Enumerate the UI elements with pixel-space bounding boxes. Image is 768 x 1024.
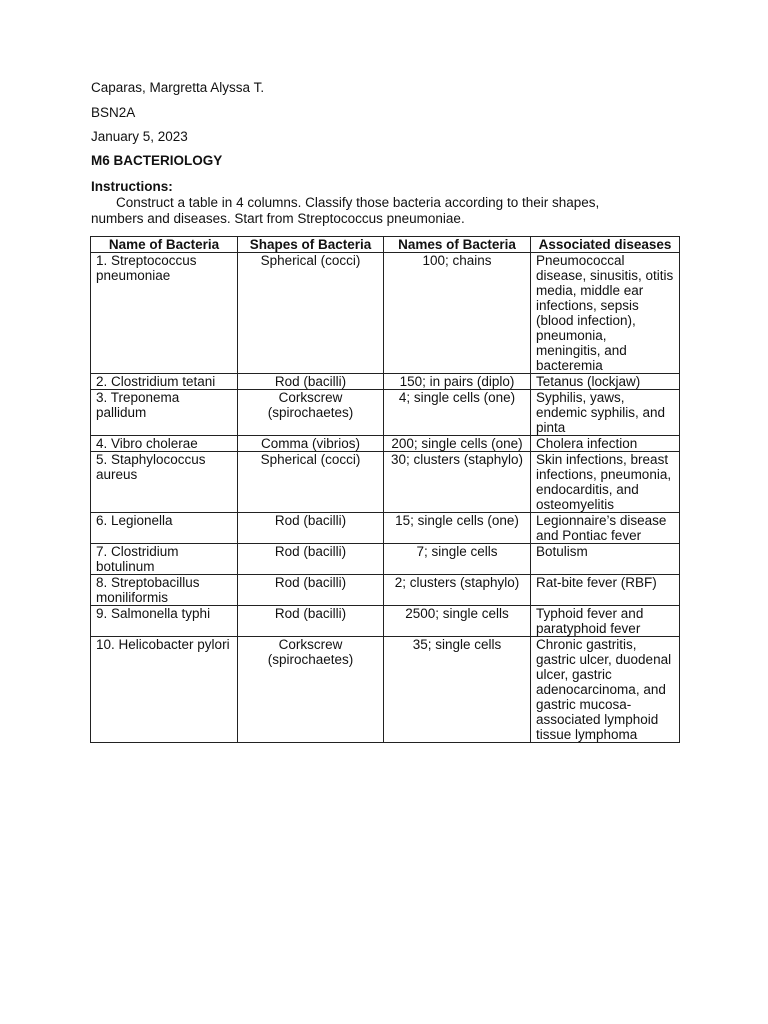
shape-cell: Rod (bacilli) bbox=[238, 374, 384, 390]
disease-cell: Tetanus (lockjaw) bbox=[531, 374, 680, 390]
disease-cell: Skin infections, breast infections, pneumonia, endocarditis, and osteomyelitis bbox=[531, 452, 680, 513]
table-row bbox=[91, 575, 680, 606]
instructions-label: Instructions: bbox=[91, 179, 173, 194]
number-cell: 100; chains bbox=[384, 253, 531, 374]
number-cell: 15; single cells (one) bbox=[384, 513, 531, 544]
column-header: Shapes of Bacteria bbox=[238, 237, 384, 253]
disease-cell: Typhoid fever and paratyphoid fever bbox=[531, 606, 680, 637]
shape-cell: Rod (bacilli) bbox=[238, 575, 384, 606]
column-header: Associated diseases bbox=[531, 237, 680, 253]
shape-cell: Corkscrew (spirochaetes) bbox=[238, 390, 384, 436]
document-date: January 5, 2023 bbox=[91, 129, 188, 144]
student-section: BSN2A bbox=[91, 105, 136, 120]
bacteria-name-cell: 8. Streptobacillus moniliformis bbox=[91, 575, 238, 606]
table-row bbox=[91, 436, 680, 452]
shape-cell: Comma (vibrios) bbox=[238, 436, 384, 452]
bacteria-name-cell: 7. Clostridium botulinum bbox=[91, 544, 238, 575]
column-header: Names of Bacteria bbox=[384, 237, 531, 253]
table-row bbox=[91, 544, 680, 575]
disease-cell: Cholera infection bbox=[531, 436, 680, 452]
shape-cell: Rod (bacilli) bbox=[238, 606, 384, 637]
disease-cell: Chronic gastritis, gastric ulcer, duodenal ulcer, gastric adenocarcinoma, and gastric mucosa-associated lymphoid tissue lymphoma bbox=[531, 637, 680, 743]
document-title: M6 BACTERIOLOGY bbox=[91, 153, 223, 168]
table-row bbox=[91, 606, 680, 637]
table-header-row bbox=[91, 237, 680, 253]
number-cell: 2500; single cells bbox=[384, 606, 531, 637]
disease-cell: Legionnaire’s disease and Pontiac fever bbox=[531, 513, 680, 544]
bacteria-table bbox=[90, 236, 680, 743]
number-cell: 7; single cells bbox=[384, 544, 531, 575]
bacteria-name-cell: 9. Salmonella typhi bbox=[91, 606, 238, 637]
instructions-text bbox=[91, 195, 671, 227]
shape-cell: Rod (bacilli) bbox=[238, 544, 384, 575]
table-row bbox=[91, 637, 680, 743]
bacteria-name-cell: 4. Vibro cholerae bbox=[91, 436, 238, 452]
number-cell: 35; single cells bbox=[384, 637, 531, 743]
student-name: Caparas, Margretta Alyssa T. bbox=[91, 80, 265, 95]
number-cell: 200; single cells (one) bbox=[384, 436, 531, 452]
bacteria-name-cell: 5. Staphylococcus aureus bbox=[91, 452, 238, 513]
table-row bbox=[91, 374, 680, 390]
bacteria-name-cell: 10. Helicobacter pylori bbox=[91, 637, 238, 743]
column-header: Name of Bacteria bbox=[91, 237, 238, 253]
disease-cell: Botulism bbox=[531, 544, 680, 575]
bacteria-name-cell: 1. Streptococcus pneumoniae bbox=[91, 253, 238, 374]
shape-cell: Spherical (cocci) bbox=[238, 452, 384, 513]
instructions-line-1: Construct a table in 4 columns. Classify those bacteria according to their shapes, bbox=[116, 195, 600, 210]
table-row bbox=[91, 390, 680, 436]
bacteria-name-cell: 3. Treponema pallidum bbox=[91, 390, 238, 436]
bacteria-name-cell: 6. Legionella bbox=[91, 513, 238, 544]
shape-cell: Rod (bacilli) bbox=[238, 513, 384, 544]
table-row bbox=[91, 513, 680, 544]
disease-cell: Pneumococcal disease, sinusitis, otitis media, middle ear infections, sepsis (blood infection), pneumonia, meningitis, and bacteremia bbox=[531, 253, 680, 374]
number-cell: 4; single cells (one) bbox=[384, 390, 531, 436]
bacteria-name-cell: 2. Clostridium tetani bbox=[91, 374, 238, 390]
shape-cell: Spherical (cocci) bbox=[238, 253, 384, 374]
number-cell: 150; in pairs (diplo) bbox=[384, 374, 531, 390]
table-row bbox=[91, 253, 680, 374]
number-cell: 2; clusters (staphylo) bbox=[384, 575, 531, 606]
instructions-line-2: numbers and diseases. Start from Streptococcus pneumoniae. bbox=[91, 211, 465, 226]
disease-cell: Rat-bite fever (RBF) bbox=[531, 575, 680, 606]
table-row bbox=[91, 452, 680, 513]
number-cell: 30; clusters (staphylo) bbox=[384, 452, 531, 513]
shape-cell: Corkscrew (spirochaetes) bbox=[238, 637, 384, 743]
disease-cell: Syphilis, yaws, endemic syphilis, and pinta bbox=[531, 390, 680, 436]
